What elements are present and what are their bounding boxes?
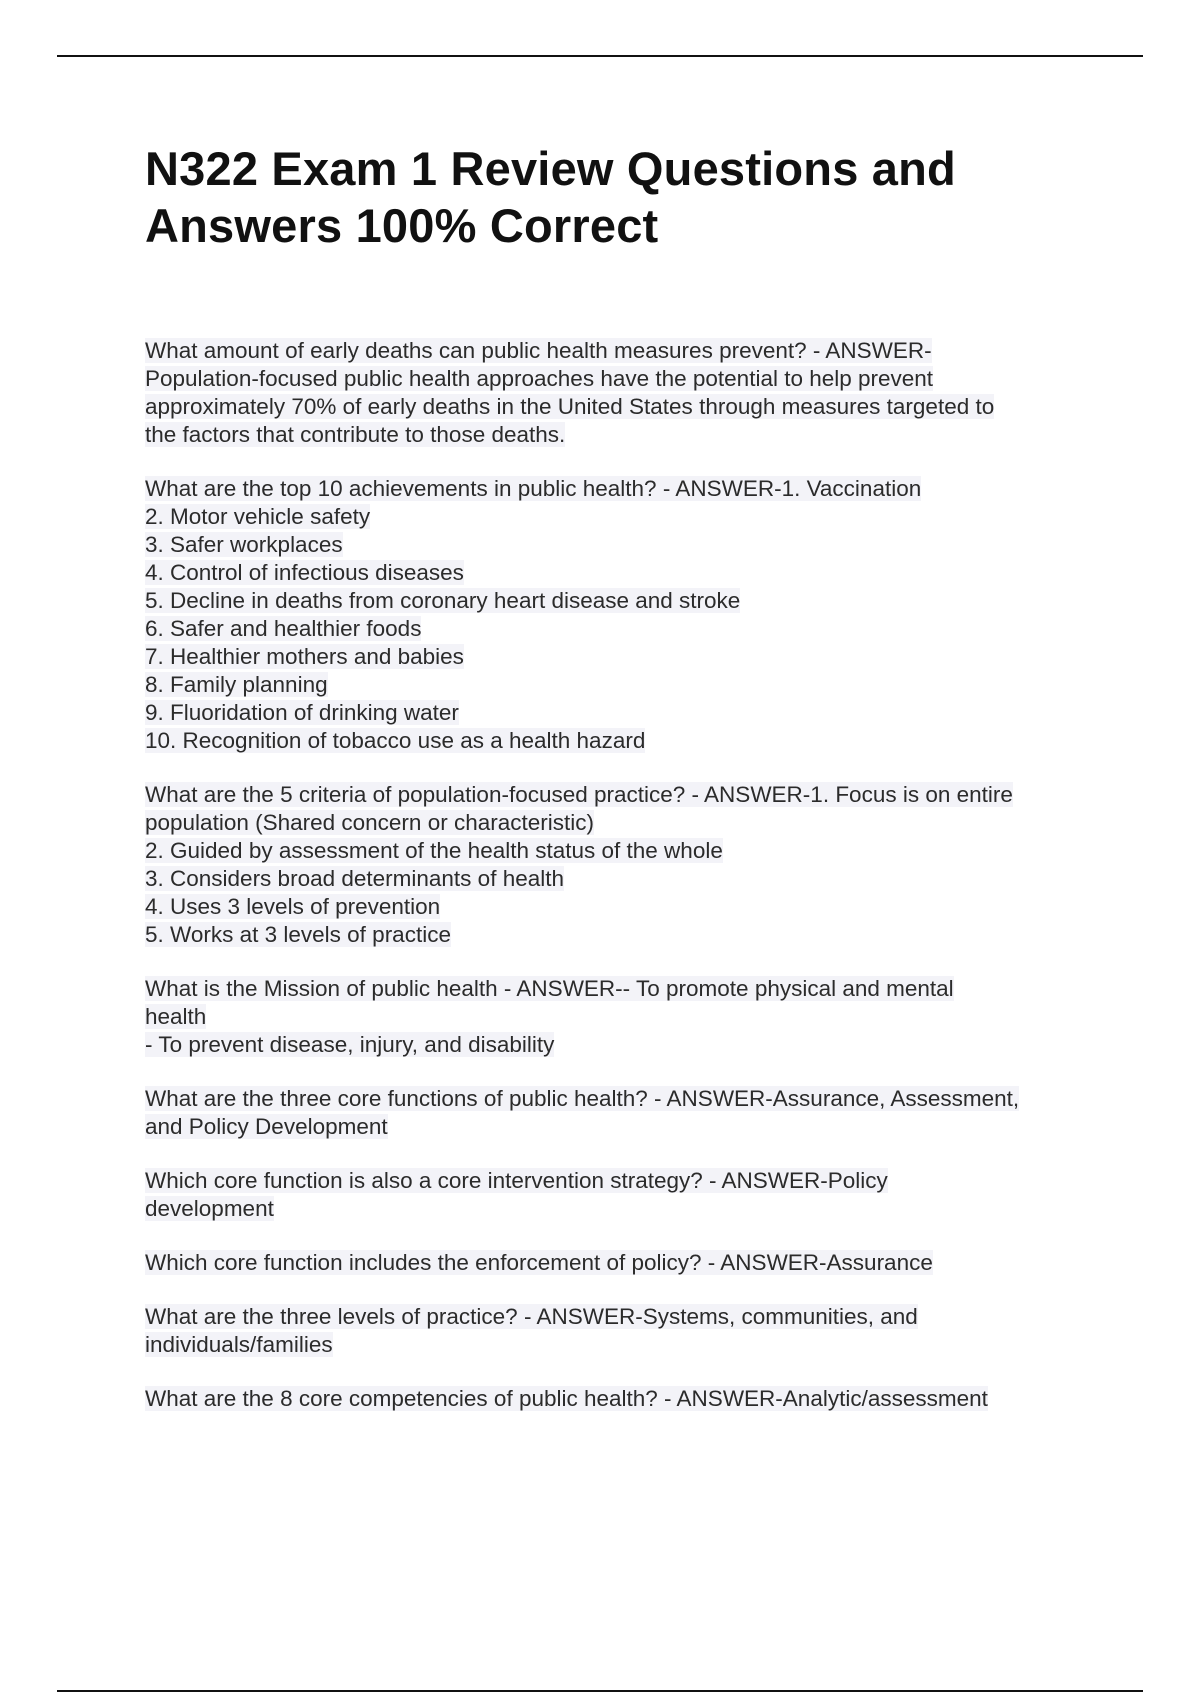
qa-line: Population-focused public health approaches have the potential to help prevent bbox=[145, 366, 934, 391]
qa-line: What are the three core functions of public health? - ANSWER-Assurance, Assessment, bbox=[145, 1086, 1020, 1111]
qa-line: 7. Healthier mothers and babies bbox=[145, 644, 464, 669]
document-body bbox=[145, 140, 1090, 1439]
qa-item-core-functions bbox=[145, 1085, 1090, 1141]
qa-line: Which core function is also a core intervention strategy? - ANSWER-Policy bbox=[145, 1168, 888, 1193]
qa-line: 10. Recognition of tobacco use as a health hazard bbox=[145, 728, 646, 753]
qa-line: and Policy Development bbox=[145, 1114, 388, 1139]
qa-line: individuals/families bbox=[145, 1332, 333, 1357]
qa-line: - To prevent disease, injury, and disability bbox=[145, 1032, 555, 1057]
qa-item-intervention-strategy bbox=[145, 1167, 1090, 1223]
qa-line: Which core function includes the enforcement of policy? - ANSWER-Assurance bbox=[145, 1250, 933, 1275]
bottom-rule bbox=[57, 1690, 1143, 1692]
title-line-2: Answers 100% Correct bbox=[145, 199, 659, 252]
qa-line: What are the three levels of practice? - ANSWER-Systems, communities, and bbox=[145, 1304, 918, 1329]
qa-item-top-10-achievements bbox=[145, 475, 1090, 755]
qa-line: 5. Decline in deaths from coronary heart disease and stroke bbox=[145, 588, 741, 613]
document-title bbox=[145, 140, 1090, 254]
qa-line: What are the 5 criteria of population-focused practice? - ANSWER-1. Focus is on entire bbox=[145, 782, 1013, 807]
qa-line: What are the 8 core competencies of public health? - ANSWER-Analytic/assessment bbox=[145, 1386, 988, 1411]
qa-item-levels-of-practice bbox=[145, 1303, 1090, 1359]
qa-line: development bbox=[145, 1196, 274, 1221]
title-line-1: N322 Exam 1 Review Questions and bbox=[145, 142, 956, 195]
qa-line: 4. Control of infectious diseases bbox=[145, 560, 464, 585]
qa-line: What is the Mission of public health - ANSWER-- To promote physical and mental bbox=[145, 976, 954, 1001]
qa-line: the factors that contribute to those deaths. bbox=[145, 422, 566, 447]
qa-line: 8. Family planning bbox=[145, 672, 328, 697]
qa-line: 4. Uses 3 levels of prevention bbox=[145, 894, 441, 919]
qa-line: 2. Motor vehicle safety bbox=[145, 504, 371, 529]
qa-line: population (Shared concern or characteristic) bbox=[145, 810, 594, 835]
qa-line: 3. Considers broad determinants of health bbox=[145, 866, 564, 891]
qa-item-mission bbox=[145, 975, 1090, 1059]
qa-item-enforcement bbox=[145, 1249, 1090, 1277]
top-rule bbox=[57, 55, 1143, 57]
qa-line: What amount of early deaths can public health measures prevent? - ANSWER- bbox=[145, 338, 932, 363]
qa-item-population-criteria bbox=[145, 781, 1090, 949]
qa-line: 2. Guided by assessment of the health status of the whole bbox=[145, 838, 723, 863]
qa-item-early-deaths bbox=[145, 337, 1090, 449]
qa-item-core-competencies bbox=[145, 1385, 1090, 1413]
qa-line: approximately 70% of early deaths in the United States through measures targeted to bbox=[145, 394, 995, 419]
qa-line: 5. Works at 3 levels of practice bbox=[145, 922, 451, 947]
qa-line: 3. Safer workplaces bbox=[145, 532, 343, 557]
qa-line: 9. Fluoridation of drinking water bbox=[145, 700, 459, 725]
qa-line: 6. Safer and healthier foods bbox=[145, 616, 422, 641]
qa-line: health bbox=[145, 1004, 207, 1029]
qa-line: What are the top 10 achievements in public health? - ANSWER-1. Vaccination bbox=[145, 476, 922, 501]
qa-list bbox=[145, 337, 1090, 1413]
